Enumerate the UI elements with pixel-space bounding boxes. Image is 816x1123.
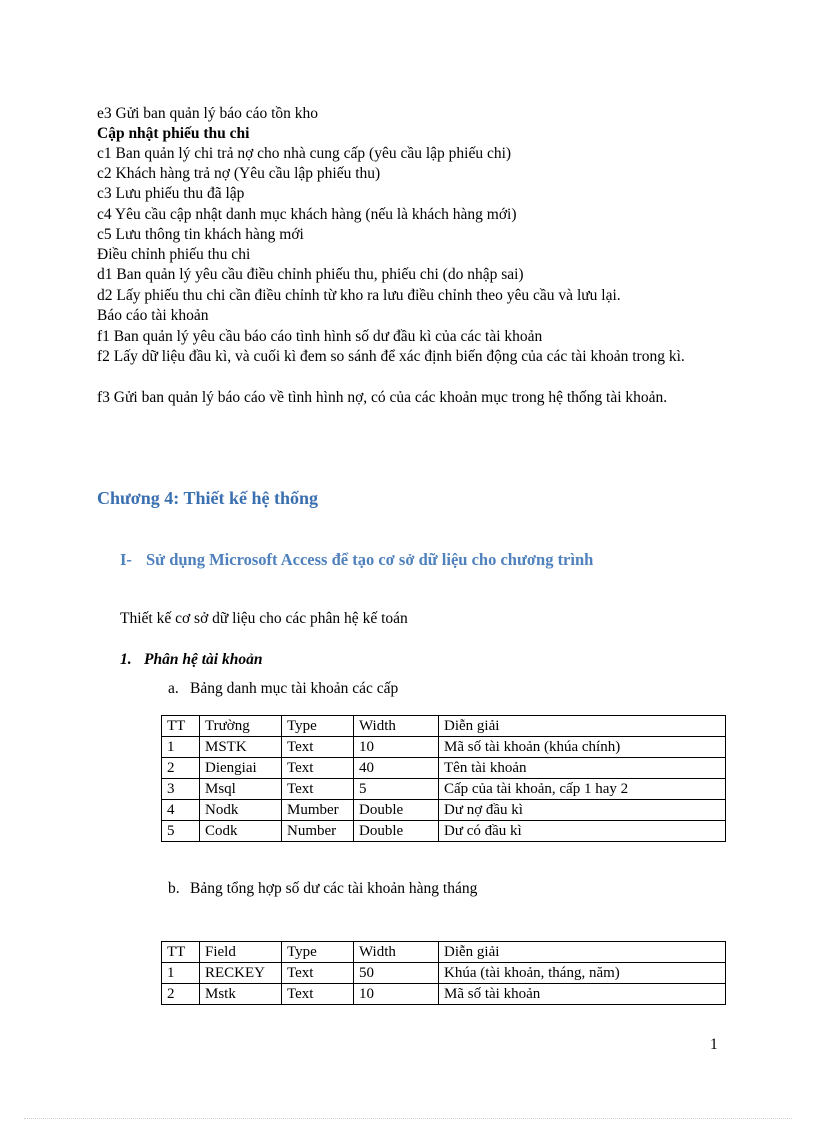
table-cell: Khúa (tài khoản, tháng, năm) — [439, 963, 726, 984]
section-number: I- — [120, 550, 132, 569]
table-cell: 10 — [354, 984, 439, 1005]
page-bottom-rule — [24, 1118, 792, 1119]
table-header-cell: Type — [282, 716, 354, 737]
table-cell: Mã số tài khoản (khúa chính) — [439, 737, 726, 758]
paragraph-c2: c2 Khách hàng trả nợ (Yêu cầu lập phiếu thu) — [97, 165, 381, 182]
table-header-cell: Diễn giải — [439, 942, 726, 963]
table-cell: 2 — [162, 758, 200, 779]
subsection-number: 1. — [120, 651, 132, 668]
table-row — [162, 779, 726, 800]
table-cell: Mumber — [282, 800, 354, 821]
table-cell: Double — [354, 800, 439, 821]
subsection-title: Phân hệ tài khoản — [144, 651, 263, 668]
heading-dieu-chinh-phieu-thu-chi: Điều chỉnh phiếu thu chi — [97, 246, 251, 263]
table-row — [162, 737, 726, 758]
subsection-heading — [120, 651, 262, 669]
table-cell: 50 — [354, 963, 439, 984]
list-item-text: Bảng tổng hợp số dư các tài khoản hàng tháng — [190, 880, 478, 897]
page-number: 1 — [710, 1036, 718, 1053]
table-cell: 3 — [162, 779, 200, 800]
table-cell: 1 — [162, 737, 200, 758]
chapter-title: Chương 4: Thiết kế hệ thống — [97, 488, 318, 508]
table-cell: 10 — [354, 737, 439, 758]
paragraph-c3: c3 Lưu phiếu thu đã lập — [97, 185, 245, 202]
paragraph-e3: e3 Gửi ban quản lý báo cáo tồn kho — [97, 105, 319, 122]
table-cell: Nodk — [200, 800, 282, 821]
heading-bao-cao-tai-khoan: Báo cáo tài khoản — [97, 307, 209, 324]
table-row — [162, 821, 726, 842]
table-header-cell: TT — [162, 942, 200, 963]
list-item-b — [168, 880, 477, 898]
table-cell: Text — [282, 984, 354, 1005]
table-row — [162, 758, 726, 779]
list-marker: a. — [168, 680, 179, 697]
table-row — [162, 963, 726, 984]
table-cell: Number — [282, 821, 354, 842]
table-header-cell: Type — [282, 942, 354, 963]
table-cell: Double — [354, 821, 439, 842]
table-header-cell: Width — [354, 716, 439, 737]
list-marker: b. — [168, 880, 180, 897]
section-title: Sử dụng Microsoft Access để tạo cơ sở dữ liệu cho chương trình — [146, 550, 594, 569]
table-header-row — [162, 716, 726, 737]
table-cell: 5 — [354, 779, 439, 800]
monthly-balance-table — [161, 941, 726, 1005]
table-cell: Dư có đầu kì — [439, 821, 726, 842]
table-header-cell: Field — [200, 942, 282, 963]
table-cell: Text — [282, 737, 354, 758]
section-heading — [120, 550, 593, 570]
table-cell: Mstk — [200, 984, 282, 1005]
table-cell: Codk — [200, 821, 282, 842]
table-cell: 4 — [162, 800, 200, 821]
list-item-text: Bảng danh mục tài khoản các cấp — [190, 680, 399, 697]
table-row — [162, 984, 726, 1005]
paragraph-d2: d2 Lấy phiếu thu chi cần điều chỉnh từ kho ra lưu điều chỉnh theo yêu cầu và lưu lại. — [97, 287, 621, 304]
table-cell: Text — [282, 963, 354, 984]
heading-cap-nhat-phieu-thu-chi: Cập nhật phiếu thu chi — [97, 125, 250, 142]
table-cell: Tên tài khoản — [439, 758, 726, 779]
paragraph-f3: f3 Gửi ban quản lý báo cáo về tình hình nợ, có của các khoản mục trong hệ thống tài khoản. — [97, 389, 668, 406]
table-header-row — [162, 942, 726, 963]
table-header-cell: TT — [162, 716, 200, 737]
table-row — [162, 800, 726, 821]
table-cell: 40 — [354, 758, 439, 779]
table-cell: MSTK — [200, 737, 282, 758]
table-cell: Mã số tài khoản — [439, 984, 726, 1005]
paragraph-f1: f1 Ban quản lý yêu cầu báo cáo tình hình số dư đầu kì của các tài khoản — [97, 328, 543, 345]
paragraph-d1: d1 Ban quản lý yêu cầu điều chỉnh phiếu thu, phiếu chi (do nhập sai) — [97, 266, 524, 283]
table-cell: Text — [282, 779, 354, 800]
account-catalog-table — [161, 715, 726, 842]
table-header-cell: Diễn giải — [439, 716, 726, 737]
table-cell: Cấp của tài khoản, cấp 1 hay 2 — [439, 779, 726, 800]
table-cell: 2 — [162, 984, 200, 1005]
paragraph-c1: c1 Ban quản lý chi trả nợ cho nhà cung cấp (yêu cầu lập phiếu chi) — [97, 145, 512, 162]
table-cell: Msql — [200, 779, 282, 800]
table-header-cell: Trường — [200, 716, 282, 737]
paragraph-c5: c5 Lưu thông tin khách hàng mới — [97, 226, 304, 243]
list-item-a — [168, 680, 398, 698]
paragraph-f2: f2 Lấy dữ liệu đầu kì, và cuối kì đem so sánh để xác định biến động của các tài khoản trong kì. — [97, 348, 685, 365]
table-cell: RECKEY — [200, 963, 282, 984]
table-header-cell: Width — [354, 942, 439, 963]
table-cell: 1 — [162, 963, 200, 984]
table-cell: Text — [282, 758, 354, 779]
table-cell: Dư nợ đầu kì — [439, 800, 726, 821]
intro-text: Thiết kế cơ sở dữ liệu cho các phân hệ kế toán — [120, 610, 408, 627]
table-cell: Diengiai — [200, 758, 282, 779]
table-cell: 5 — [162, 821, 200, 842]
paragraph-c4: c4 Yêu cầu cập nhật danh mục khách hàng (nếu là khách hàng mới) — [97, 206, 517, 223]
